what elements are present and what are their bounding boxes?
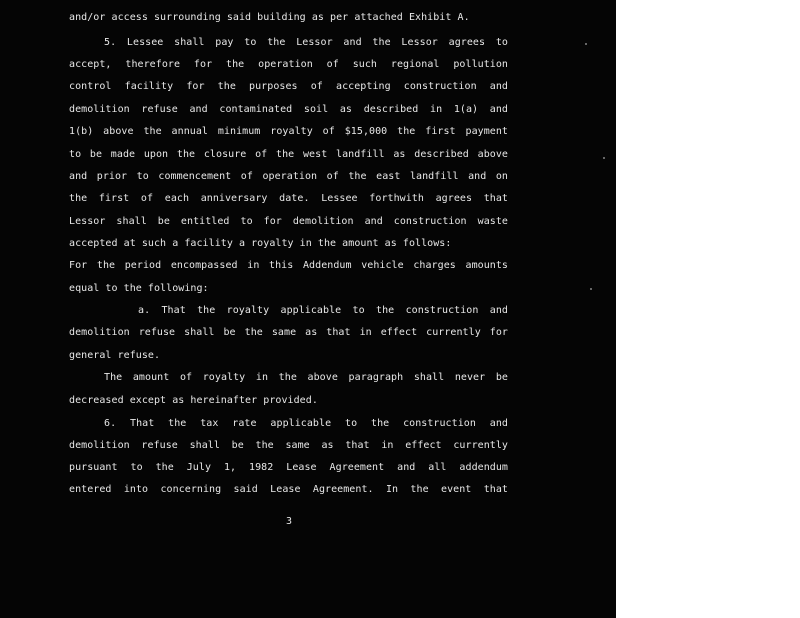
- document-line-13: equal to the following:: [69, 283, 209, 294]
- document-line-16: general refuse.: [69, 350, 161, 361]
- document-line-19: 6. That the tax rate applicable to the construction and: [104, 418, 508, 429]
- document-line-21: pursuant to the July 1, 1982 Lease Agreement and all addendum: [69, 462, 508, 473]
- document-line-22: entered into concerning said Lease Agreement. In the event that: [69, 484, 508, 495]
- document-line-18: decreased except as hereinafter provided.: [69, 395, 318, 406]
- document-line-6: 1(b) above the annual minimum royalty of $15,000 the first payment: [69, 126, 508, 137]
- document-line-4: control facility for the purposes of accepting construction and: [69, 81, 508, 92]
- document-line-3: accept, therefore for the operation of such regional pollution: [69, 59, 508, 70]
- scan-speck: [585, 43, 587, 45]
- page-number: 3: [285, 516, 293, 527]
- document-line-10: Lessor shall be entitled to for demolition and construction waste: [69, 216, 508, 227]
- document-line-15: demolition refuse shall be the same as that in effect currently for: [69, 327, 508, 338]
- scan-speck: [603, 157, 605, 159]
- document-line-20: demolition refuse shall be the same as that in effect currently: [69, 440, 508, 451]
- document-line-1: and/or access surrounding said building as per attached Exhibit A.: [69, 12, 470, 23]
- document-line-8: and prior to commencement of operation of the east landfill and on: [69, 171, 508, 182]
- scan-speck: [590, 288, 592, 290]
- white-page-margin: [616, 0, 800, 618]
- document-line-11: accepted at such a facility a royalty in the amount as follows:: [69, 238, 452, 249]
- document-line-2: 5. Lessee shall pay to the Lessor and the Lessor agrees to: [104, 37, 508, 48]
- document-line-17: The amount of royalty in the above paragraph shall never be: [104, 372, 508, 383]
- document-line-5: demolition refuse and contaminated soil as described in 1(a) and: [69, 104, 508, 115]
- document-line-12: For the period encompassed in this Addendum vehicle charges amounts: [69, 260, 508, 271]
- document-line-9: the first of each anniversary date. Lessee forthwith agrees that: [69, 193, 508, 204]
- document-line-7: to be made upon the closure of the west landfill as described above: [69, 149, 508, 160]
- document-line-14: a. That the royalty applicable to the construction and: [138, 305, 508, 316]
